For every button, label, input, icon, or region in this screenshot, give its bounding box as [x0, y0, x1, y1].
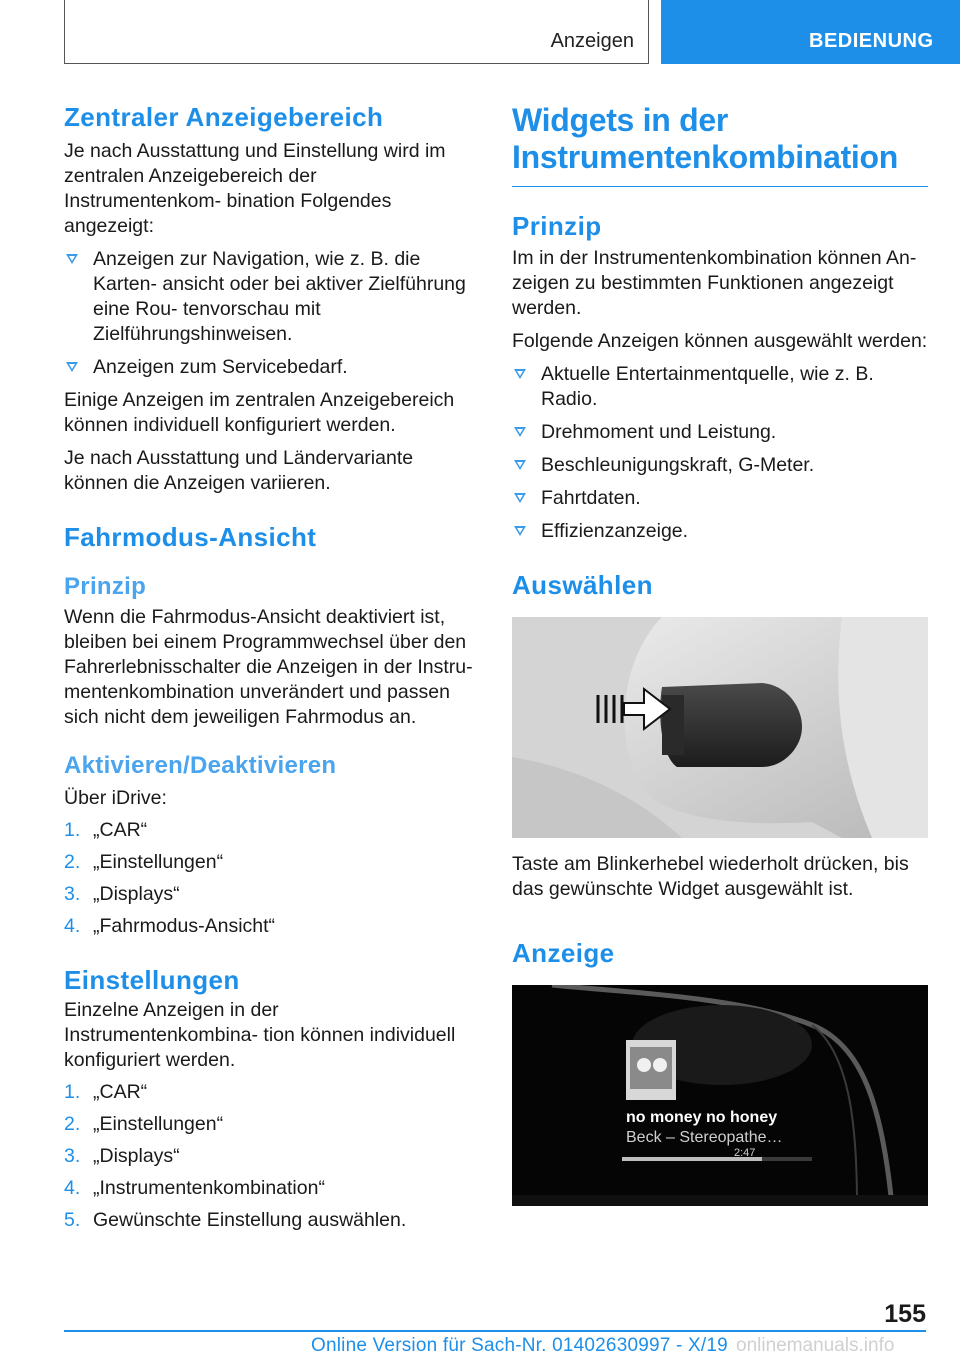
heading-principle: Prinzip	[64, 573, 147, 600]
steps-activate	[64, 818, 478, 939]
heading-drive-mode-view: Fahrmodus-Ansicht	[64, 522, 317, 552]
step-item: 3. „Displays“	[64, 1145, 180, 1167]
triangle-bullet-icon	[66, 254, 78, 264]
track-title: no money no honey	[626, 1109, 778, 1126]
step-item: 1. „CAR“	[64, 1081, 148, 1103]
paragraph-select-intro: Folgende Anzeigen können ausgewählt werden:	[512, 330, 928, 352]
heading-select: Auswählen	[512, 570, 653, 600]
triangle-bullet-icon	[514, 526, 526, 536]
list-central	[64, 247, 478, 380]
header-chapter-tab	[661, 0, 960, 64]
heading-display: Anzeige	[512, 938, 615, 968]
step-item: 2. „Einstellungen“	[64, 851, 224, 873]
track-artist: Beck – Stereopathe…	[626, 1129, 783, 1146]
list-item: Anzeigen zum Servicebedarf.	[64, 355, 478, 380]
heading-activate: Aktivieren/Deaktivieren	[64, 752, 337, 779]
heading-settings: Einstellungen	[64, 965, 240, 995]
list-item: Beschleunigungskraft, G-Meter.	[512, 453, 928, 478]
paragraph-principle-right: Im in der Instrumentenkombination können An- zeigen zu bestimmten Funktionen angezeigt werden.	[512, 247, 917, 319]
list-item: Drehmoment und Leistung.	[512, 420, 928, 445]
heading-widgets: Widgets in der Instrumentenkombination	[512, 102, 928, 187]
turn-signal-lever-image	[512, 617, 928, 838]
triangle-bullet-icon	[514, 493, 526, 503]
instrument-cluster-image	[512, 985, 928, 1206]
paragraph-principle: Wenn die Fahrmodus-Ansicht deaktiviert ist, bleiben bei einem Programmwechsel über den Fahrerlebnisschalter die Anzeigen in der Instru- mentenkombination unverändert und passen sich nicht dem jeweiligen Fahrmodus an.	[64, 606, 473, 728]
paragraph-activate: Über iDrive:	[64, 787, 167, 809]
paragraph-central-1: Je nach Ausstattung und Einstellung wird im zentralen Anzeigebereich der Instrumentenkom- bination Folgendes angezeigt:	[64, 140, 446, 237]
paragraph-central-2: Einige Anzeigen im zentralen Anzeigebereich können individuell konfiguriert werden.	[64, 389, 455, 436]
header-chapter-label: BEDIENUNG	[809, 30, 934, 52]
left-column	[64, 102, 478, 1233]
steps-settings	[64, 1080, 478, 1233]
heading-central-display: Zentraler Anzeigebereich	[64, 102, 384, 132]
triangle-bullet-icon	[66, 362, 78, 372]
footer-online-version: Online Version für Sach-Nr. 01402630997 - X/19	[311, 1335, 728, 1356]
paragraph-select: Taste am Blinkerhebel wiederholt drücken, bis das gewünschte Widget ausgewählt ist.	[512, 853, 909, 900]
list-item: Effizienzanzeige.	[512, 519, 928, 544]
step-item: 5. Gewünschte Einstellung auswählen.	[64, 1209, 407, 1231]
triangle-bullet-icon	[514, 369, 526, 379]
step-item: 3. „Displays“	[64, 883, 180, 905]
page-number: 155	[884, 1300, 926, 1328]
step-item: 2. „Einstellungen“	[64, 1113, 224, 1135]
triangle-bullet-icon	[514, 460, 526, 470]
triangle-bullet-icon	[514, 427, 526, 437]
list-item: Anzeigen zur Navigation, wie z. B. die Karten- ansicht oder bei aktiver Zielführung eine Rou- tenvorschau mit Zielführungshinweisen.	[64, 247, 478, 347]
heading-principle-right: Prinzip	[512, 211, 602, 241]
list-item: Aktuelle Entertainmentquelle, wie z. B. Radio.	[512, 362, 928, 412]
paragraph-central-3: Je nach Ausstattung und Ländervariante können die Anzeigen variieren.	[64, 447, 414, 494]
header-section-label: Anzeigen	[550, 30, 634, 52]
footer-watermark: onlinemanuals.info	[736, 1335, 895, 1356]
cluster-illustration	[512, 985, 928, 1206]
footer-divider	[64, 1330, 926, 1332]
list-widgets	[512, 362, 928, 544]
paragraph-settings: Einzelne Anzeigen in der Instrumentenkombina- tion können individuell konfiguriert werden.	[64, 999, 456, 1071]
list-item: Fahrtdaten.	[512, 486, 928, 511]
header-section-tab	[64, 0, 649, 64]
right-column	[512, 102, 928, 1206]
track-time: 2:47	[734, 1147, 756, 1159]
step-item: 1. „CAR“	[64, 819, 148, 841]
step-item: 4. „Fahrmodus-Ansicht“	[64, 915, 276, 937]
step-item: 4. „Instrumentenkombination“	[64, 1177, 325, 1199]
lever-illustration	[512, 617, 928, 838]
